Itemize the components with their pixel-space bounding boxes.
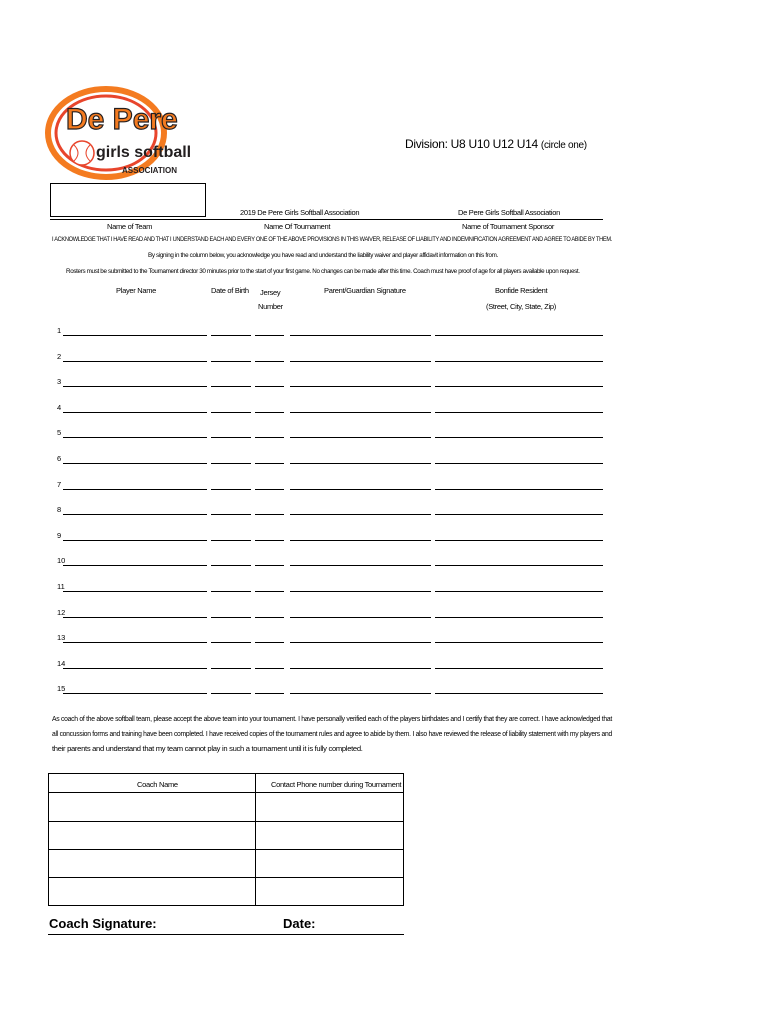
player-name-field[interactable] (63, 361, 207, 362)
signature-field[interactable] (290, 565, 431, 566)
tournament-label: Name Of Tournament (264, 222, 331, 231)
dob-field[interactable] (211, 463, 251, 464)
logo-girls-softball: girls softball (96, 144, 192, 161)
dob-field[interactable] (211, 591, 251, 592)
player-name-field[interactable] (63, 463, 207, 464)
dob-field[interactable] (211, 565, 251, 566)
col-jersey: Jersey (260, 288, 281, 297)
row-number: 9 (57, 531, 62, 540)
signature-field[interactable] (290, 437, 431, 438)
row-number: 2 (57, 352, 62, 361)
dob-field[interactable] (211, 693, 251, 694)
team-label: Name of Team (107, 222, 153, 231)
jersey-field[interactable] (255, 463, 284, 464)
player-name-field[interactable] (63, 412, 207, 413)
residence-field[interactable] (435, 617, 603, 618)
signature-field[interactable] (290, 412, 431, 413)
col-player-name: Player Name (116, 286, 157, 295)
jersey-field[interactable] (255, 335, 284, 336)
jersey-field[interactable] (255, 668, 284, 669)
residence-field[interactable] (435, 565, 603, 566)
signature-field[interactable] (290, 335, 431, 336)
coach-table (48, 773, 404, 906)
player-name-field[interactable] (63, 617, 207, 618)
row-number: 14 (57, 659, 66, 668)
date-label: Date: (283, 916, 316, 931)
signature-field[interactable] (290, 617, 431, 618)
signature-field[interactable] (290, 540, 431, 541)
coach-name-header: Coach Name (137, 780, 178, 789)
row-number: 3 (57, 377, 62, 386)
jersey-field[interactable] (255, 540, 284, 541)
row-number: 11 (57, 582, 65, 591)
residence-field[interactable] (435, 386, 603, 387)
signature-field[interactable] (290, 693, 431, 694)
division-label: Division: U8 U10 U12 U14 (405, 137, 538, 151)
row-number: 6 (57, 454, 62, 463)
player-name-field[interactable] (63, 693, 207, 694)
dob-field[interactable] (211, 540, 251, 541)
coach-phone-field-4[interactable] (256, 878, 403, 905)
jersey-field[interactable] (255, 591, 284, 592)
signature-field[interactable] (290, 642, 431, 643)
association-logo (44, 85, 204, 185)
roster-note: Rosters must be submitted to the Tournament director 30 minutes prior to the start of your first game. No changes can be made after this time. Coach must have proof of age for all players available upon request. (66, 268, 580, 275)
signature-line[interactable] (48, 934, 404, 935)
coach-phone-field-3[interactable] (256, 850, 403, 876)
coach-name-field-2[interactable] (50, 822, 254, 848)
dob-field[interactable] (211, 514, 251, 515)
col-resident: Bonfide Resident (495, 286, 548, 295)
coach-name-field-4[interactable] (50, 878, 254, 905)
dob-field[interactable] (211, 489, 251, 490)
residence-field[interactable] (435, 335, 603, 336)
dob-field[interactable] (211, 668, 251, 669)
player-name-field[interactable] (63, 565, 207, 566)
player-name-field[interactable] (63, 386, 207, 387)
logo-depere: De Pere (66, 103, 178, 136)
player-name-field[interactable] (63, 668, 207, 669)
coach-phone-field-1[interactable] (256, 793, 403, 820)
division-selector[interactable] (405, 137, 587, 151)
dob-field[interactable] (211, 617, 251, 618)
certification-line-2: all concussion forms and training have been completed. I have received copies of the tournament rules and agree to abide by them. I also have reviewed the release of liability statement with my players and (52, 729, 612, 738)
dob-field[interactable] (211, 386, 251, 387)
residence-field[interactable] (435, 693, 603, 694)
coach-signature-label: Coach Signature: (49, 916, 157, 931)
player-name-field[interactable] (63, 514, 207, 515)
signature-field[interactable] (290, 591, 431, 592)
row-number: 4 (57, 403, 62, 412)
residence-field[interactable] (435, 668, 603, 669)
row-number: 1 (57, 326, 62, 335)
residence-field[interactable] (435, 591, 603, 592)
dob-field[interactable] (211, 335, 251, 336)
coach-phone-header: Contact Phone number during Tournament (271, 780, 402, 789)
jersey-field[interactable] (255, 437, 284, 438)
division-note: (circle one) (540, 140, 587, 151)
residence-field[interactable] (435, 489, 603, 490)
row-number: 7 (57, 480, 62, 489)
coach-name-field-1[interactable] (50, 793, 254, 820)
jersey-field[interactable] (255, 386, 284, 387)
team-name-box[interactable] (50, 183, 206, 217)
logo-association: ASSOCIATION (122, 166, 177, 175)
signature-field[interactable] (290, 668, 431, 669)
sponsor-label: Name of Tournament Sponsor (462, 222, 555, 231)
jersey-field[interactable] (255, 693, 284, 694)
player-name-field[interactable] (63, 540, 207, 541)
row-number: 5 (57, 428, 62, 437)
dob-field[interactable] (211, 642, 251, 643)
association-name: 2019 De Pere Girls Softball Association (240, 208, 360, 217)
col-date-of-birth: Date of Birth (211, 286, 249, 295)
row-number: 13 (57, 633, 66, 642)
residence-field[interactable] (435, 463, 603, 464)
acknowledge-text: I ACKNOWLEDGE THAT I HAVE READ AND THAT I UNDERSTAND EACH AND EVERY ONE OF THE ABOVE PROVISIONS IN THIS WAIVER, RELEASE OF LIABILITY AND INDEMNIFICATION AGREEMENT AND AGREE TO ABIDE BY THEM. (52, 236, 612, 243)
col-address: (Street, City, State, Zip) (486, 302, 556, 311)
residence-field[interactable] (435, 540, 603, 541)
header-underline (50, 219, 603, 220)
residence-field[interactable] (435, 642, 603, 643)
residence-field[interactable] (435, 361, 603, 362)
row-number: 12 (57, 608, 66, 617)
jersey-field[interactable] (255, 489, 284, 490)
jersey-field[interactable] (255, 361, 284, 362)
col-signature: Parent/Guardian Signature (324, 286, 406, 295)
dob-field[interactable] (211, 437, 251, 438)
certification-line-1: As coach of the above softball team, please accept the above team into your tournament. I have personally verified each of the players birthdates and I certify that they are correct. I have acknowledged that (52, 714, 612, 723)
player-name-field[interactable] (63, 489, 207, 490)
sponsor-name: De Pere Girls Softball Association (458, 208, 560, 217)
residence-field[interactable] (435, 514, 603, 515)
signature-field[interactable] (290, 361, 431, 362)
certification-line-3: their parents and understand that my team cannot play in such a tournament until it is fully completed. (52, 744, 363, 753)
signature-field[interactable] (290, 463, 431, 464)
row-number: 10 (57, 556, 66, 565)
player-name-field[interactable] (63, 591, 207, 592)
row-number: 15 (57, 684, 66, 693)
signature-field[interactable] (290, 489, 431, 490)
jersey-field[interactable] (255, 412, 284, 413)
col-number: Number (258, 302, 283, 311)
player-name-field[interactable] (63, 642, 207, 643)
jersey-field[interactable] (255, 642, 284, 643)
player-name-field[interactable] (63, 335, 207, 336)
row-number: 8 (57, 505, 62, 514)
signing-note: By signing in the column below, you acknowledge you have read and understand the liability waiver and player affidavit information on this from. (148, 252, 498, 259)
signature-field[interactable] (290, 386, 431, 387)
dob-field[interactable] (211, 361, 251, 362)
jersey-field[interactable] (255, 514, 284, 515)
dob-field[interactable] (211, 412, 251, 413)
player-name-field[interactable] (63, 437, 207, 438)
coach-name-field-3[interactable] (50, 850, 254, 876)
coach-phone-field-2[interactable] (256, 822, 403, 848)
jersey-field[interactable] (255, 617, 284, 618)
jersey-field[interactable] (255, 565, 284, 566)
signature-field[interactable] (290, 514, 431, 515)
residence-field[interactable] (435, 412, 603, 413)
residence-field[interactable] (435, 437, 603, 438)
certification-text (52, 711, 612, 756)
